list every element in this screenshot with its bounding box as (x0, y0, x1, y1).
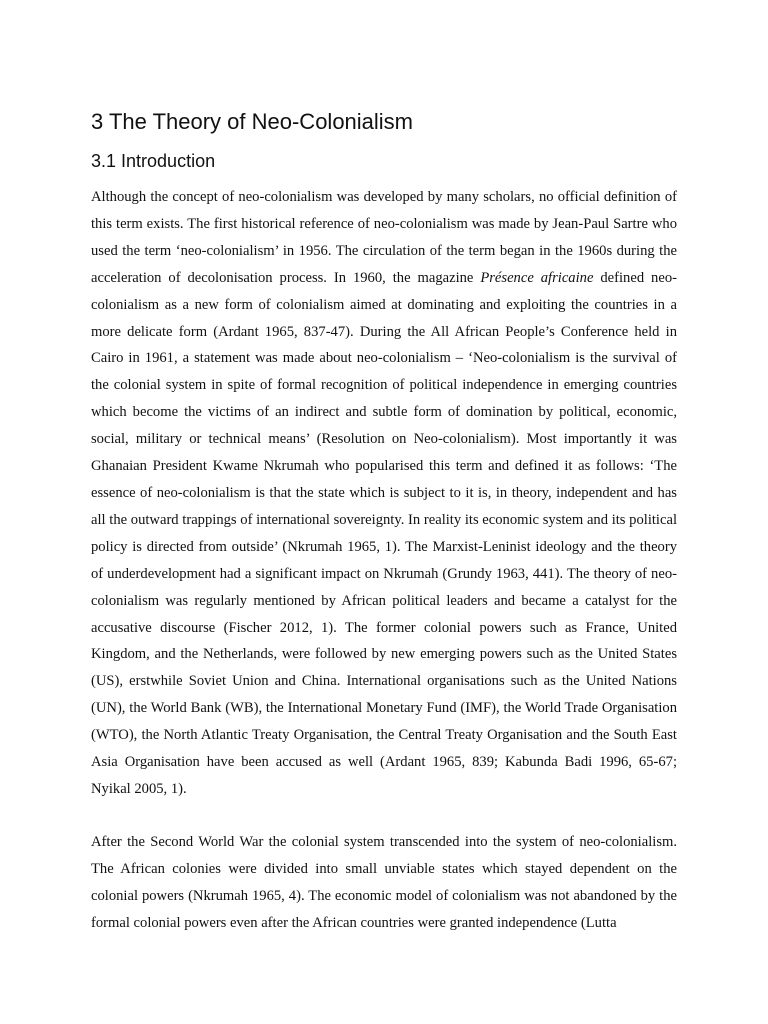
section-title: 3.1 Introduction (91, 151, 216, 171)
paragraph-1-text-after: defined neo-colonialism as a new form of colonialism aimed at dominating and exploiting the countries in a more delicate form (Ardant 1965, 837-47). During the All African People’s Conference held in Cairo in 1961, a statement was made about neo-colonialism – ‘Neo-colonialism is the survival of the colonial system in spite of formal recognition of political independence in emerging countries which become the victims of an indirect and subtle form of domination by political, economic, social, military or technical means’ (Resolution on Neo-colonialism). Most importantly it was Ghanaian President Kwame Nkrumah who popularised this term and defined it as follows: ‘The essence of neo-colonialism is that the state which is subject to it is, in theory, independent and has all the outward trappings of international sovereignty. In reality its economic system and its political policy is directed from outside’ (Nkrumah 1965, 1). The Marxist-Leninist ideology and the theory of underdevelopment had a significant impact on Nkrumah (Grundy 1963, 441). The theory of neo-colonialism was regularly mentioned by African political leaders and became a catalyst for the accusative discourse (Fischer 2012, 1). The former colonial powers such as France, United Kingdom, and the Netherlands, were followed by new emerging powers such as the United States (US), erstwhile Soviet Union and China. International organisations such as the United Nations (UN), the World Bank (WB), the International Monetary Fund (IMF), the World Trade Organisation (WTO), the North Atlantic Treaty Organisation, the Central Treaty Organisation and the South East Asia Organisation have been accused as well (Ardant 1965, 839; Kabunda Badi 1996, 65-67; Nyikal 2005, 1). (91, 269, 677, 797)
chapter-title: 3 The Theory of Neo-Colonialism (91, 109, 414, 134)
body-paragraph-1 (91, 184, 677, 803)
magazine-title-italic: Présence africaine (480, 269, 594, 286)
body-paragraph-2: After the Second World War the colonial system transcended into the system of neo-colonialism. The African colonies were divided into small unviable states which stayed dependent on the colonial powers (Nkrumah 1965, 4). The economic model of colonialism was not abandoned by the formal colonial powers even after the African countries were granted independence (Lutta (91, 833, 677, 931)
paragraph-1-text-before: Although the concept of neo-colonialism was developed by many scholars, no official definition of this term exists. The first historical reference of neo-colonialism was made by Jean-Paul Sartre who used the term ‘neo-colonialism’ in 1956. The circulation of the term began in the 1960s during the acceleration of decolonisation process. In 1960, the magazine (91, 189, 677, 286)
